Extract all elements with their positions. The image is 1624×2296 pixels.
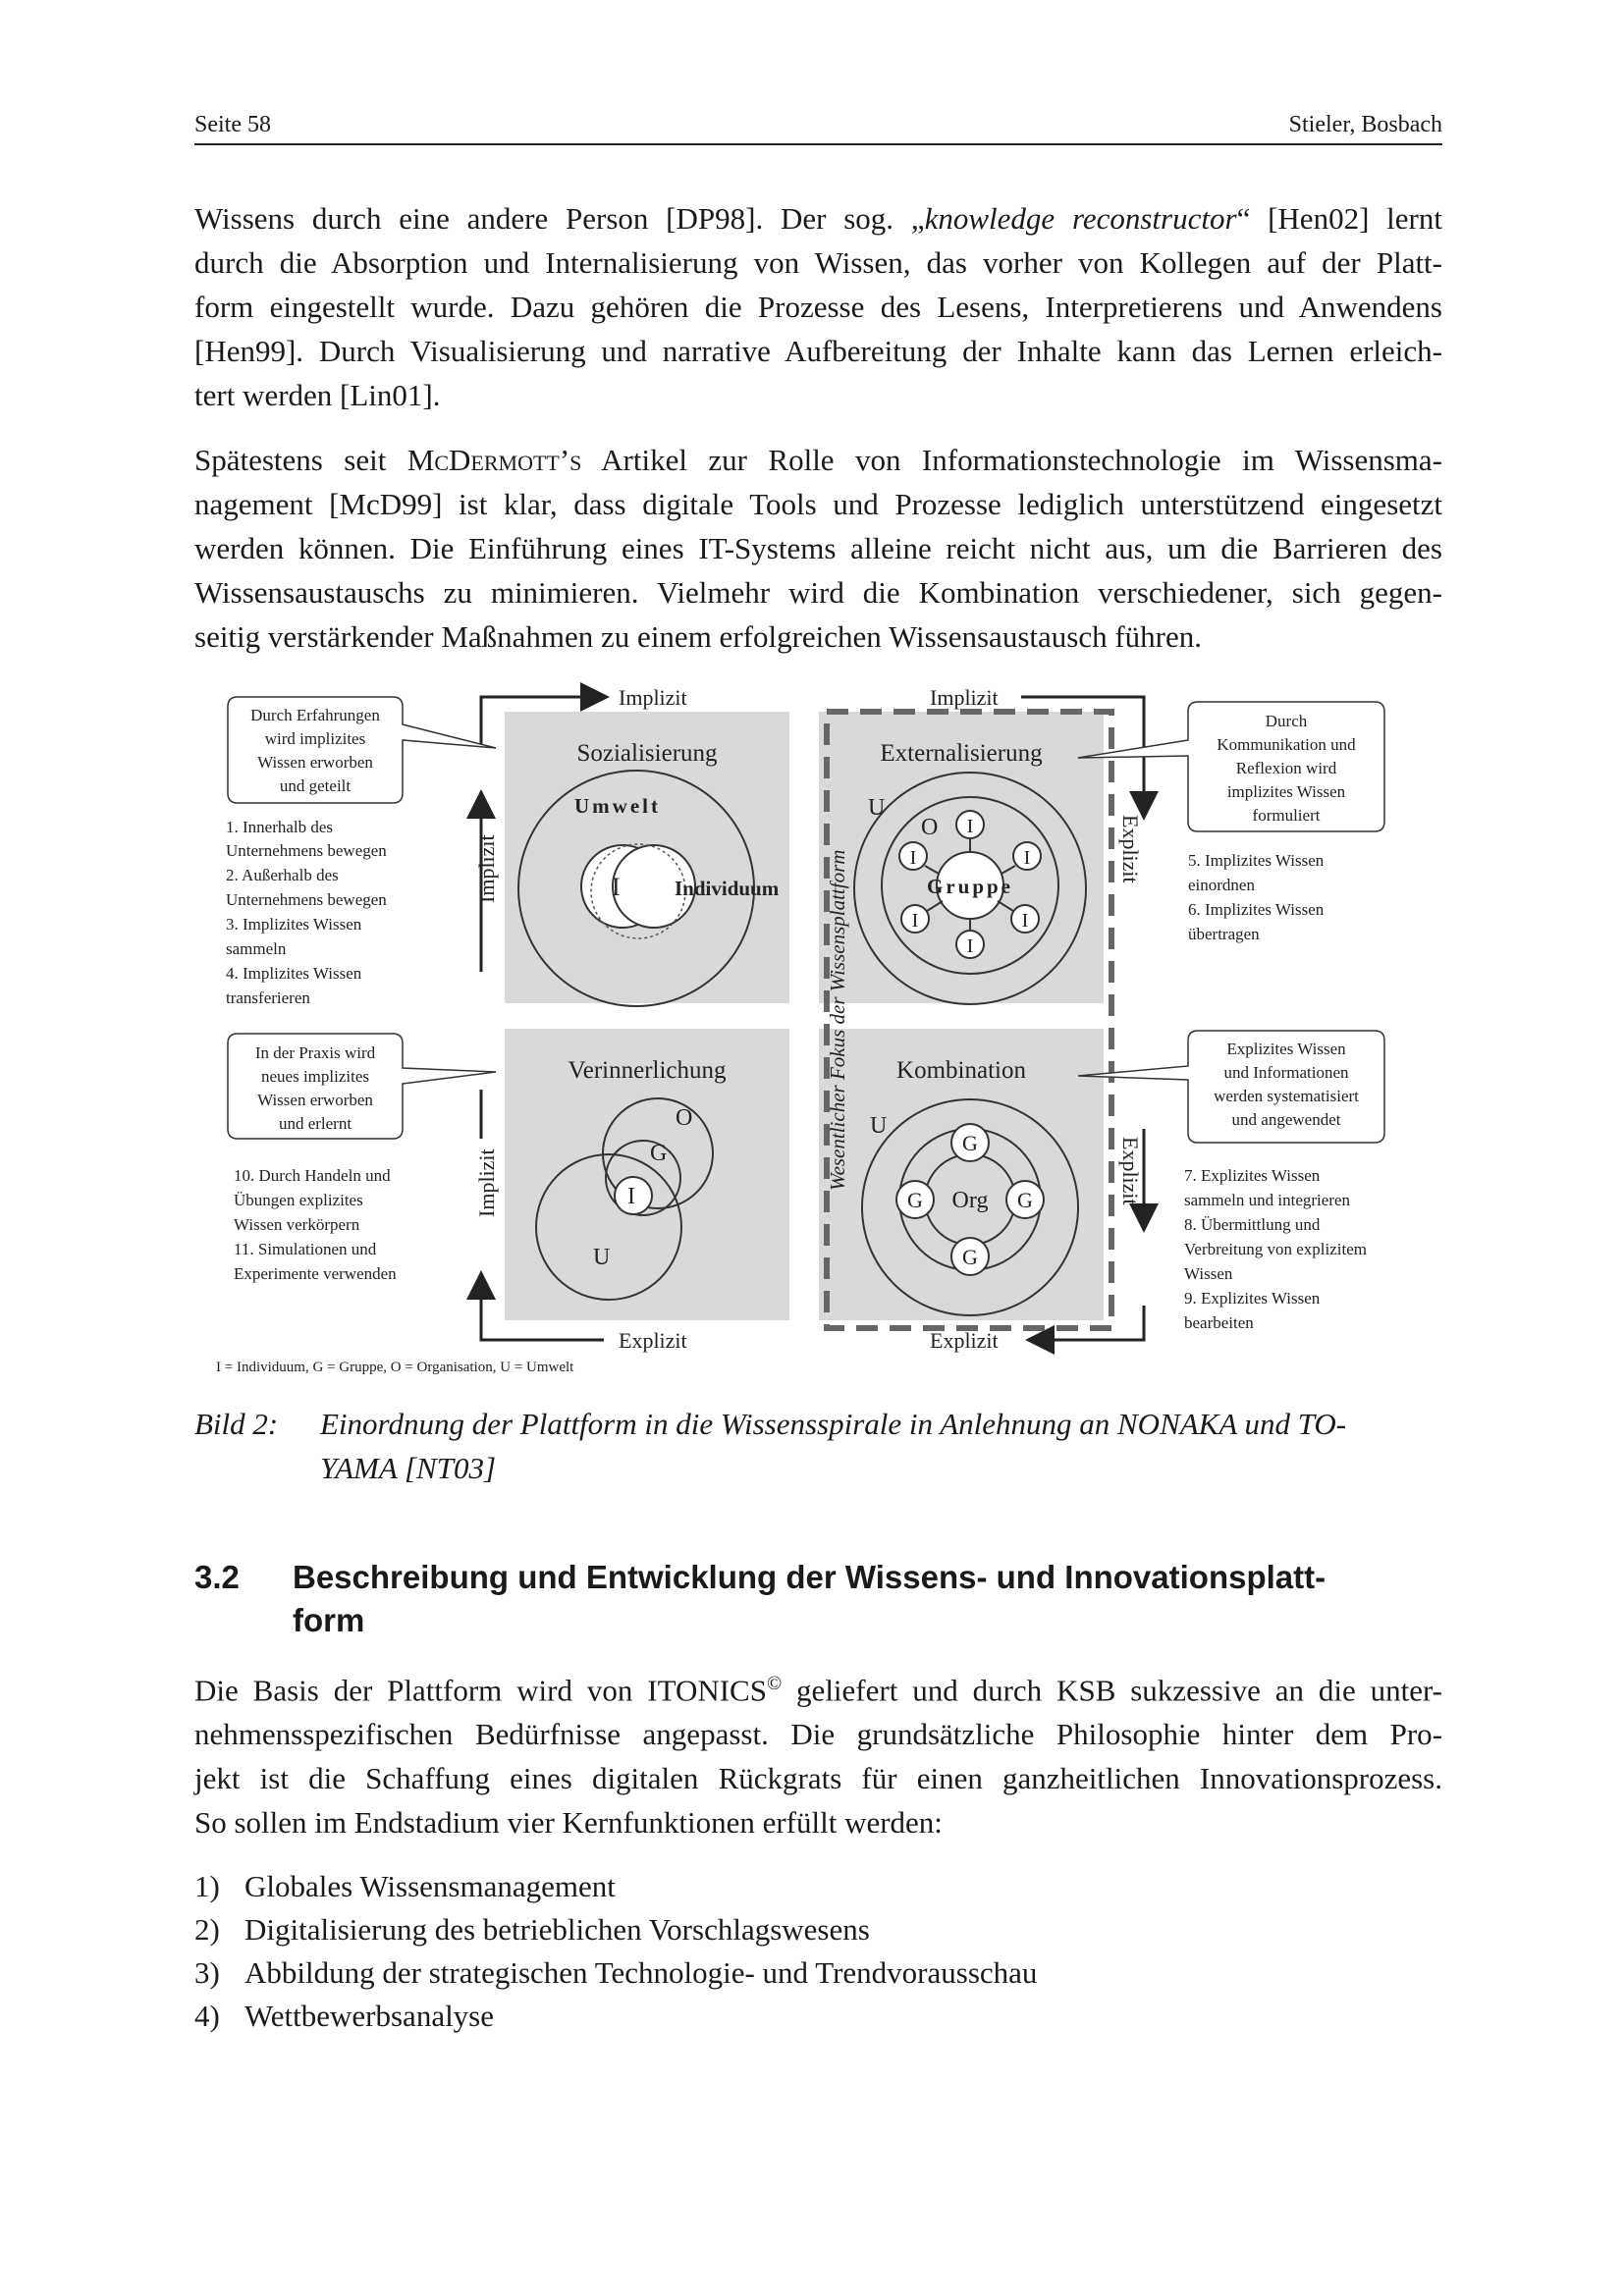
- svg-text:G: G: [962, 1245, 978, 1269]
- svg-text:transferieren: transferieren: [226, 988, 310, 1007]
- text-line: [Hen99]. Durch Visualisierung und narrative Aufbereitung der Inhalte kann das Lernen erleich-: [194, 334, 1442, 368]
- svg-text:und angewendet: und angewendet: [1231, 1110, 1341, 1129]
- caption-text: [320, 1402, 1442, 1490]
- svg-text:Wissen erworben: Wissen erworben: [257, 1091, 373, 1109]
- axis-label: Explizit: [1118, 815, 1143, 883]
- caption-line: YAMA [NT03]: [320, 1451, 497, 1485]
- svg-text:Durch: Durch: [1265, 712, 1308, 730]
- svg-text:I: I: [911, 910, 919, 932]
- svg-text:4. Implizites Wissen: 4. Implizites Wissen: [226, 964, 362, 983]
- svg-text:5. Implizites Wissen: 5. Implizites Wissen: [1188, 851, 1325, 870]
- text-line: Wissens durch eine andere Person [DP98]. Der sog. „knowledge reconstructor“ [Hen02] lernt: [194, 201, 1442, 236]
- list-socialization: [226, 818, 387, 1007]
- quadrant-title: Externalisierung: [880, 740, 1043, 767]
- list-internalization: [234, 1166, 397, 1283]
- knowledge-spiral-figure: [216, 677, 1434, 1384]
- quadrant-title: Kombination: [896, 1057, 1026, 1084]
- svg-text:Wissen verkörpern: Wissen verkörpern: [234, 1215, 360, 1234]
- svg-text:neues implizites: neues implizites: [260, 1067, 370, 1086]
- running-authors: Stieler, Bosbach: [1288, 112, 1442, 137]
- core-functions-list: [194, 1865, 1037, 2038]
- svg-text:In der Praxis wird: In der Praxis wird: [254, 1043, 376, 1062]
- axis-label: Explizit: [1118, 1137, 1143, 1205]
- svg-text:Wissen erworben: Wissen erworben: [257, 753, 373, 772]
- svg-text:8. Übermittlung und: 8. Übermittlung und: [1184, 1215, 1321, 1234]
- group-label: Gruppe: [926, 875, 1014, 898]
- arrow-label: Explizit: [619, 1328, 687, 1353]
- svg-text:1. Innerhalb des: 1. Innerhalb des: [226, 818, 334, 836]
- svg-text:und geteilt: und geteilt: [279, 776, 352, 795]
- text-line: durch die Absorption und Internalisierung von Wissen, das vorher von Kollegen auf der Platt-: [194, 245, 1442, 280]
- svg-text:10. Durch Handeln und: 10. Durch Handeln und: [234, 1166, 391, 1185]
- svg-text:Unternehmens bewegen: Unternehmens bewegen: [226, 841, 387, 860]
- svg-text:G: G: [907, 1188, 923, 1212]
- svg-text:einordnen: einordnen: [1188, 876, 1255, 894]
- svg-text:Kommunikation und: Kommunikation und: [1217, 735, 1356, 754]
- platform-focus-label: Wesentlicher Fokus der Wissensplattform: [826, 849, 849, 1191]
- text-line: Die Basis der Plattform wird von ITONICS© geliefert und durch KSB sukzessive an die unter-: [194, 1673, 1443, 1708]
- list-item: 4) Wettbewerbsanalyse: [194, 1999, 495, 2033]
- list-combination: [1184, 1166, 1367, 1332]
- text-line: seitig verstärkender Maßnahmen zu einem erfolgreichen Wissensaustausch führen.: [194, 619, 1202, 654]
- callout-top-left: [228, 697, 496, 803]
- paragraph-3: [194, 1662, 1442, 1844]
- environment-letter: U: [868, 795, 886, 821]
- quadrant-title: Verinnerlichung: [568, 1057, 727, 1084]
- section-title: [293, 1556, 1442, 1642]
- svg-text:Verbreitung von explizitem: Verbreitung von explizitem: [1184, 1240, 1368, 1258]
- callout-top-right: [1078, 702, 1384, 831]
- svg-text:sammeln: sammeln: [226, 939, 287, 958]
- text-line: nagement [McD99] ist klar, dass digitale Tools und Prozesse lediglich unterstützend eingesetzt: [194, 487, 1442, 521]
- svg-text:Reflexion wird: Reflexion wird: [1235, 759, 1337, 777]
- caption-label: Bild 2:: [194, 1407, 279, 1441]
- svg-text:und Informationen: und Informationen: [1223, 1063, 1349, 1082]
- callout-bottom-right: [1078, 1031, 1384, 1143]
- text-line: nehmensspezifischen Bedürfnisse angepasst. Die grundsätzliche Philosophie hinter dem Pro-: [194, 1717, 1442, 1752]
- svg-text:I: I: [1023, 847, 1031, 869]
- arrow-label: Implizit: [930, 685, 999, 710]
- svg-text:bearbeiten: bearbeiten: [1184, 1313, 1254, 1332]
- svg-text:6. Implizites Wissen: 6. Implizites Wissen: [1188, 900, 1325, 919]
- svg-text:formuliert: formuliert: [1252, 806, 1321, 825]
- svg-text:und erlernt: und erlernt: [278, 1114, 352, 1133]
- svg-text:übertragen: übertragen: [1188, 925, 1260, 943]
- svg-text:9. Explizites Wissen: 9. Explizites Wissen: [1184, 1289, 1321, 1308]
- svg-text:I: I: [966, 935, 974, 957]
- environment-letter: U: [870, 1113, 888, 1139]
- environment-label: Umwelt: [574, 794, 661, 818]
- svg-text:7. Explizites Wissen: 7. Explizites Wissen: [1184, 1166, 1321, 1185]
- page-header: [194, 110, 1442, 145]
- page-number: Seite 58: [194, 112, 271, 137]
- svg-text:G: G: [962, 1131, 978, 1155]
- svg-text:Wissen: Wissen: [1184, 1264, 1233, 1283]
- caption-line: Einordnung der Plattform in die Wissensspirale in Anlehnung an NONAKA und TO-: [320, 1407, 1347, 1441]
- text-line: werden können. Die Einführung eines IT-Systems alleine reicht nicht aus, um die Barrieren des: [194, 531, 1442, 565]
- svg-text:sammeln und integrieren: sammeln und integrieren: [1184, 1191, 1351, 1209]
- svg-text:Durch Erfahrungen: Durch Erfahrungen: [250, 706, 380, 724]
- callout-bottom-left: [228, 1034, 496, 1139]
- axis-label: Implizit: [474, 1148, 499, 1217]
- svg-text:2. Außerhalb des: 2. Außerhalb des: [226, 866, 339, 884]
- svg-text:I: I: [966, 816, 974, 837]
- figure-legend: I = Individuum, G = Gruppe, O = Organisation, U = Umwelt: [216, 1360, 574, 1375]
- text-line: Spätestens seit McDermott’s Artikel zur Rolle von Informationstechnologie im Wissensma-: [194, 443, 1442, 477]
- environment-letter: U: [593, 1245, 611, 1270]
- text-line: form eingestellt wurde. Dazu gehören die Prozesse des Lesens, Interpretierens und Anwendens: [194, 290, 1442, 324]
- list-item: 1) Globales Wissensmanagement: [194, 1869, 616, 1903]
- svg-text:G: G: [1017, 1188, 1033, 1212]
- quadrant-title: Sozialisierung: [576, 740, 718, 767]
- svg-text:Unternehmens bewegen: Unternehmens bewegen: [226, 890, 387, 909]
- individual-letter: I: [612, 873, 621, 901]
- arrow-label: Explizit: [930, 1328, 999, 1353]
- organisation-letter: O: [676, 1105, 693, 1131]
- paragraph-1: [194, 196, 1442, 417]
- author-name: McDermott’s: [406, 443, 582, 477]
- organisation-letter: O: [921, 815, 939, 840]
- text-line: Wissensaustauschs zu minimieren. Vielmehr wird die Kombination verschiedener, sich gegen-: [194, 575, 1442, 610]
- individual-label: Individuum: [675, 877, 780, 900]
- paragraph-2: [194, 438, 1442, 659]
- text-line: So sollen im Endstadium vier Kernfunktionen erfüllt werden:: [194, 1805, 943, 1841]
- svg-text:Übungen explizites: Übungen explizites: [234, 1191, 363, 1209]
- section-number: 3.2: [194, 1559, 240, 1595]
- svg-text:I: I: [909, 847, 917, 869]
- list-item: 2) Digitalisierung des betrieblichen Vorschlagswesens: [194, 1912, 870, 1947]
- list-item: 3) Abbildung der strategischen Technologie- und Trendvorausschau: [194, 1955, 1038, 1990]
- group-letter: G: [650, 1141, 668, 1166]
- svg-text:11. Simulationen und: 11. Simulationen und: [234, 1240, 377, 1258]
- section-title-line: Beschreibung und Entwicklung der Wissens- und Innovationsplatt-: [293, 1559, 1326, 1595]
- svg-text:Experimente verwenden: Experimente verwenden: [234, 1264, 397, 1283]
- svg-text:I: I: [1021, 910, 1029, 932]
- text-line: jekt ist die Schaffung eines digitalen Rückgrats für einen ganzheitlichen Innovationsprozess.: [194, 1761, 1442, 1796]
- svg-text:werden systematisiert: werden systematisiert: [1214, 1087, 1359, 1105]
- text-line: tert werden [Lin01].: [194, 378, 441, 412]
- list-externalization: [1188, 851, 1325, 943]
- svg-text:Explizites Wissen: Explizites Wissen: [1226, 1040, 1346, 1058]
- org-label: Org: [951, 1188, 989, 1213]
- axis-label: Implizit: [474, 834, 499, 903]
- svg-text:3. Implizites Wissen: 3. Implizites Wissen: [226, 915, 362, 934]
- individual-letter: I: [627, 1184, 635, 1209]
- section-title-line: form: [293, 1602, 365, 1638]
- svg-text:implizites Wissen: implizites Wissen: [1226, 782, 1346, 801]
- svg-text:wird implizites: wird implizites: [264, 729, 366, 748]
- arrow-label: Implizit: [619, 685, 687, 710]
